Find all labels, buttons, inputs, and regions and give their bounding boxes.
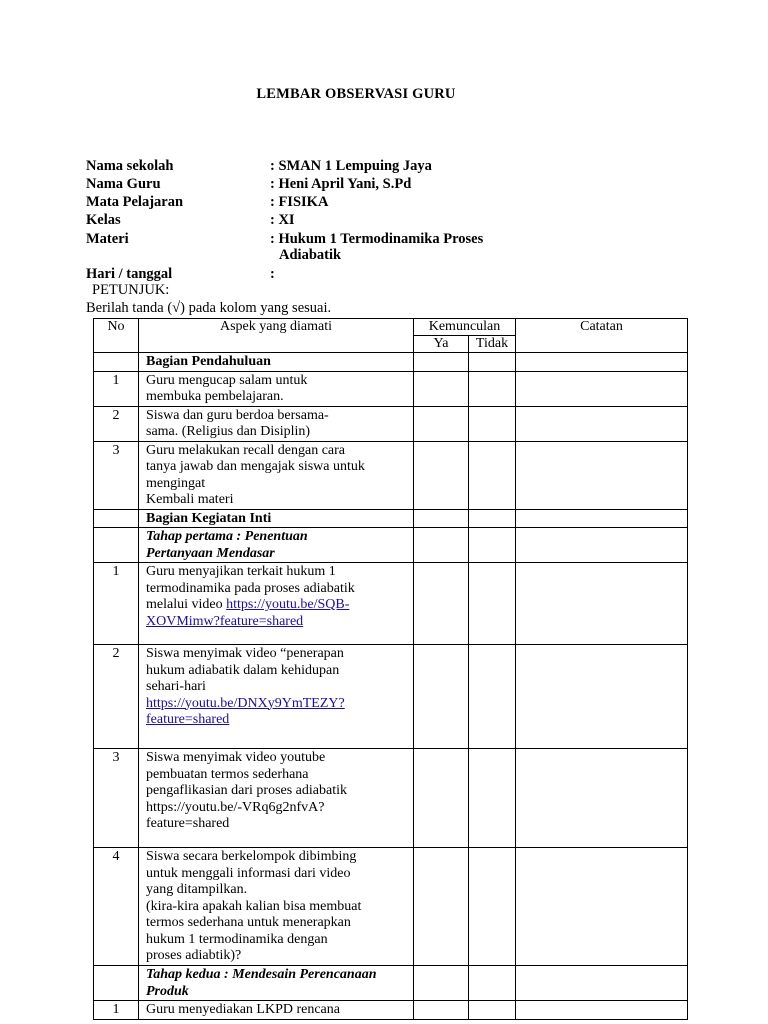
section-row-inti <box>94 509 688 528</box>
video-link-1b[interactable]: XOVMimw?feature=shared <box>146 613 304 629</box>
header-ya: Ya <box>414 336 469 353</box>
catatan-cell[interactable] <box>516 563 688 645</box>
stage-line: Produk <box>146 983 189 999</box>
video-link-1a[interactable]: https://youtu.be/SQB- <box>226 597 350 612</box>
stage-row-1 <box>94 528 688 563</box>
label-mata-pelajaran: Mata Pelajaran <box>86 194 184 210</box>
aspect-line: Siswa secara berkelompok dibimbing <box>146 849 357 864</box>
table-row <box>94 441 688 509</box>
checkbox-tidak[interactable] <box>469 848 516 966</box>
video-link-2a[interactable]: https://youtu.be/DNXy9YmTEZY? <box>146 695 345 711</box>
stage-1-title <box>139 528 414 563</box>
aspect-text <box>139 371 414 406</box>
stage-line: Pertanyaan Mendasar <box>146 545 275 561</box>
row-number: 3 <box>94 749 139 848</box>
section-kegiatan-inti: Bagian Kegiatan Inti <box>139 509 414 528</box>
value-materi-line1: : Hukum 1 Termodinamika Proses <box>270 231 484 247</box>
table-row <box>94 406 688 441</box>
checkbox-tidak[interactable] <box>469 749 516 848</box>
row-number: 1 <box>94 1001 139 1020</box>
checkbox-tidak[interactable] <box>469 441 516 509</box>
petunjuk-heading: PETUNJUK: <box>92 282 170 298</box>
instruction-text: Berilah tanda (√) pada kolom yang sesuai. <box>86 300 332 316</box>
table-row <box>94 749 688 848</box>
checkbox-ya[interactable] <box>414 371 469 406</box>
aspect-text <box>139 406 414 441</box>
section-row-pendahuluan <box>94 353 688 372</box>
aspect-line: membuka pembelajaran. <box>146 389 284 404</box>
checkbox-ya[interactable] <box>414 645 469 749</box>
aspect-line: sama. (Religius dan Disiplin) <box>146 424 311 439</box>
checkbox-ya[interactable] <box>414 441 469 509</box>
aspect-line: pengaflikasian dari proses adiabatik <box>146 783 347 798</box>
aspect-line: pembuatan termos sederhana <box>146 766 309 782</box>
aspect-line: https://youtu.be/-VRq6g2nfvA? <box>146 799 325 815</box>
aspect-line: Kembali materi <box>146 492 234 507</box>
aspect-line: Siswa menyimak video youtube <box>146 750 326 765</box>
stage-line: Tahap kedua : Mendesain Perencanaan <box>146 967 377 982</box>
catatan-cell[interactable] <box>516 848 688 966</box>
header-no: No <box>94 319 139 353</box>
checkbox-tidak[interactable] <box>469 563 516 645</box>
catatan-cell[interactable] <box>516 645 688 749</box>
row-number: 3 <box>94 441 139 509</box>
catatan-cell[interactable] <box>516 371 688 406</box>
aspect-line: Guru menyediakan LKPD rencana <box>146 1002 340 1017</box>
row-number: 2 <box>94 645 139 749</box>
aspect-text <box>139 441 414 509</box>
aspect-line: proses adiabtik)? <box>146 948 242 963</box>
label-nama-sekolah: Nama sekolah <box>86 158 174 174</box>
label-nama-guru: Nama Guru <box>86 176 161 192</box>
aspect-line: hukum adiabatik dalam kehidupan <box>146 662 340 678</box>
aspect-text <box>139 1001 414 1020</box>
value-materi-line2: Adiabatik <box>279 247 342 263</box>
aspect-line: Siswa menyimak video “penerapan <box>146 646 344 661</box>
section-pendahuluan: Bagian Pendahuluan <box>139 353 414 372</box>
label-materi: Materi <box>86 231 129 247</box>
catatan-cell[interactable] <box>516 1001 688 1020</box>
value-nama-sekolah: : SMAN 1 Lempuing Jaya <box>270 158 432 174</box>
value-hari-tanggal: : <box>270 266 275 282</box>
table-row <box>94 1001 688 1020</box>
aspect-line: Guru menyajikan terkait hukum 1 <box>146 564 336 579</box>
checkbox-ya[interactable] <box>414 563 469 645</box>
table-row <box>94 848 688 966</box>
aspect-text <box>139 848 414 966</box>
label-hari-tanggal: Hari / tanggal <box>86 266 173 282</box>
aspect-line: mengingat <box>146 475 206 491</box>
aspect-line: (kira-kira apakah kalian bisa membuat <box>146 898 362 914</box>
row-number: 4 <box>94 848 139 966</box>
value-nama-guru: : Heni April Yani, S.Pd <box>270 176 412 192</box>
checkbox-ya[interactable] <box>414 749 469 848</box>
aspect-text <box>139 645 414 749</box>
aspect-text <box>139 749 414 848</box>
row-number: 1 <box>94 371 139 406</box>
aspect-line: feature=shared <box>146 816 230 831</box>
header-aspek: Aspek yang diamati <box>139 319 414 353</box>
header-kemunculan: Kemunculan <box>414 319 516 336</box>
video-link-2b[interactable]: feature=shared <box>146 712 230 727</box>
checkbox-ya[interactable] <box>414 848 469 966</box>
aspect-line: yang ditampilkan. <box>146 882 248 897</box>
checkbox-ya[interactable] <box>414 1001 469 1020</box>
row-number: 1 <box>94 563 139 645</box>
aspect-line: termos sederhana untuk menerapkan <box>146 915 351 930</box>
aspect-line: Guru mengucap salam untuk <box>146 372 308 388</box>
catatan-cell[interactable] <box>516 406 688 441</box>
document-title: LEMBAR OBSERVASI GURU <box>256 86 456 102</box>
aspect-line: Guru melakukan recall dengan cara <box>146 442 346 458</box>
aspect-text-prefix: melalui video <box>146 597 227 612</box>
table-row <box>94 645 688 749</box>
checkbox-tidak[interactable] <box>469 1001 516 1020</box>
label-kelas: Kelas <box>86 212 121 228</box>
aspect-line: tanya jawab dan mengajak siswa untuk <box>146 459 365 474</box>
aspect-line: termodinamika pada proses adiabatik <box>146 580 355 596</box>
observation-table <box>93 318 688 1020</box>
checkbox-ya[interactable] <box>414 406 469 441</box>
stage-row-2 <box>94 966 688 1001</box>
catatan-cell[interactable] <box>516 749 688 848</box>
aspect-text <box>139 563 414 645</box>
aspect-line: untuk menggali informasi dari video <box>146 865 351 881</box>
table-row <box>94 563 688 645</box>
value-kelas: : XI <box>270 212 295 228</box>
row-number: 2 <box>94 406 139 441</box>
checkbox-tidak[interactable] <box>469 645 516 749</box>
aspect-line: sehari-hari <box>146 679 206 694</box>
aspect-line: Siswa dan guru berdoa bersama- <box>146 407 329 423</box>
header-tidak: Tidak <box>469 336 516 353</box>
stage-2-title <box>139 966 414 1001</box>
header-catatan: Catatan <box>516 319 688 353</box>
aspect-line: hukum 1 termodinamika dengan <box>146 931 328 947</box>
catatan-cell[interactable] <box>516 441 688 509</box>
aspect-line-with-link <box>146 597 413 614</box>
value-mata-pelajaran: : FISIKA <box>270 194 329 210</box>
checkbox-tidak[interactable] <box>469 406 516 441</box>
checkbox-tidak[interactable] <box>469 371 516 406</box>
table-row <box>94 371 688 406</box>
stage-line: Tahap pertama : Penentuan <box>146 529 308 544</box>
